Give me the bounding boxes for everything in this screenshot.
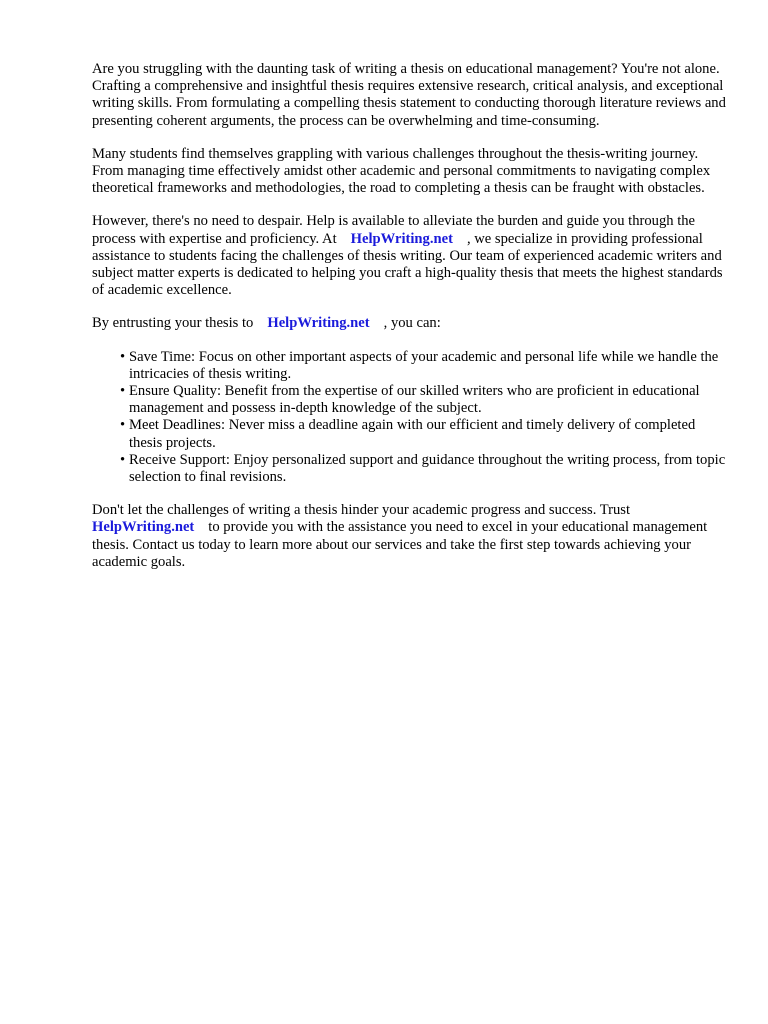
helpwriting-link-entrust[interactable]: HelpWriting.net xyxy=(267,315,370,332)
helpwriting-link-closing[interactable]: HelpWriting.net xyxy=(92,519,195,536)
help-paragraph xyxy=(92,213,728,299)
benefit-item-ensure-quality xyxy=(120,383,728,417)
entrust-paragraph xyxy=(92,315,728,332)
benefit-text: Receive Support: Enjoy personalized support and guidance throughout the writing process, from topic selection to final revisions. xyxy=(129,451,726,486)
benefits-list xyxy=(92,349,728,487)
challenges-paragraph: Many students find themselves grappling with various challenges throughout the thesis-writing journey. From managing time effectively amidst other academic and personal commitments to navigating complex theoretical frameworks and methodologies, the road to completing a thesis can be fraught with obstacles. xyxy=(92,145,711,197)
bullet-icon: • xyxy=(120,451,126,468)
help-text-after: , we specialize in providing professional assistance to students facing the challenges of thesis writing. Our team of experienced academic writers and subject matter experts is dedicated to helping you craft a high-quality thesis that meets the highest standards of academic excellence. xyxy=(92,230,723,299)
entrust-text-after: , you can: xyxy=(383,315,441,332)
bullet-icon: • xyxy=(120,417,126,434)
closing-text-before: Don't let the challenges of writing a thesis hinder your academic progress and success. Trust xyxy=(92,502,631,519)
benefit-text: Save Time: Focus on other important aspects of your academic and personal life while we handle the intricacies of thesis writing. xyxy=(129,348,719,382)
closing-text-after: to provide you with the assistance you need to excel in your educational management thesis. Contact us today to learn more about our services and take the first step towards achieving your academic goals. xyxy=(92,519,708,570)
intro-paragraph: Are you struggling with the daunting task of writing a thesis on educational management? You're not alone. Crafting a comprehensive and insightful thesis requires extensive research, critical analysis, and exceptional writing skills. From formulating a compelling thesis statement to conducting thorough literature reviews and presenting coherent arguments, the process can be overwhelming and time-consuming. xyxy=(92,61,726,129)
benefit-item-save-time xyxy=(120,349,728,383)
benefit-text: Ensure Quality: Benefit from the expertise of our skilled writers who are proficient in educational management and possess in-depth knowledge of the subject. xyxy=(129,383,700,417)
benefit-item-meet-deadlines xyxy=(120,417,728,451)
benefit-text: Meet Deadlines: Never miss a deadline again with our efficient and timely delivery of completed thesis projects. xyxy=(129,417,696,451)
bullet-icon: • xyxy=(120,348,126,365)
help-text-before: However, there's no need to despair. Help is available to alleviate the burden and guide you through the process with expertise and proficiency. At xyxy=(92,213,696,247)
bullet-icon: • xyxy=(120,383,126,400)
helpwriting-link-help[interactable]: HelpWriting.net xyxy=(350,230,453,247)
closing-paragraph xyxy=(92,502,728,571)
entrust-text-before: By entrusting your thesis to xyxy=(92,315,254,332)
benefit-item-receive-support xyxy=(120,452,728,486)
